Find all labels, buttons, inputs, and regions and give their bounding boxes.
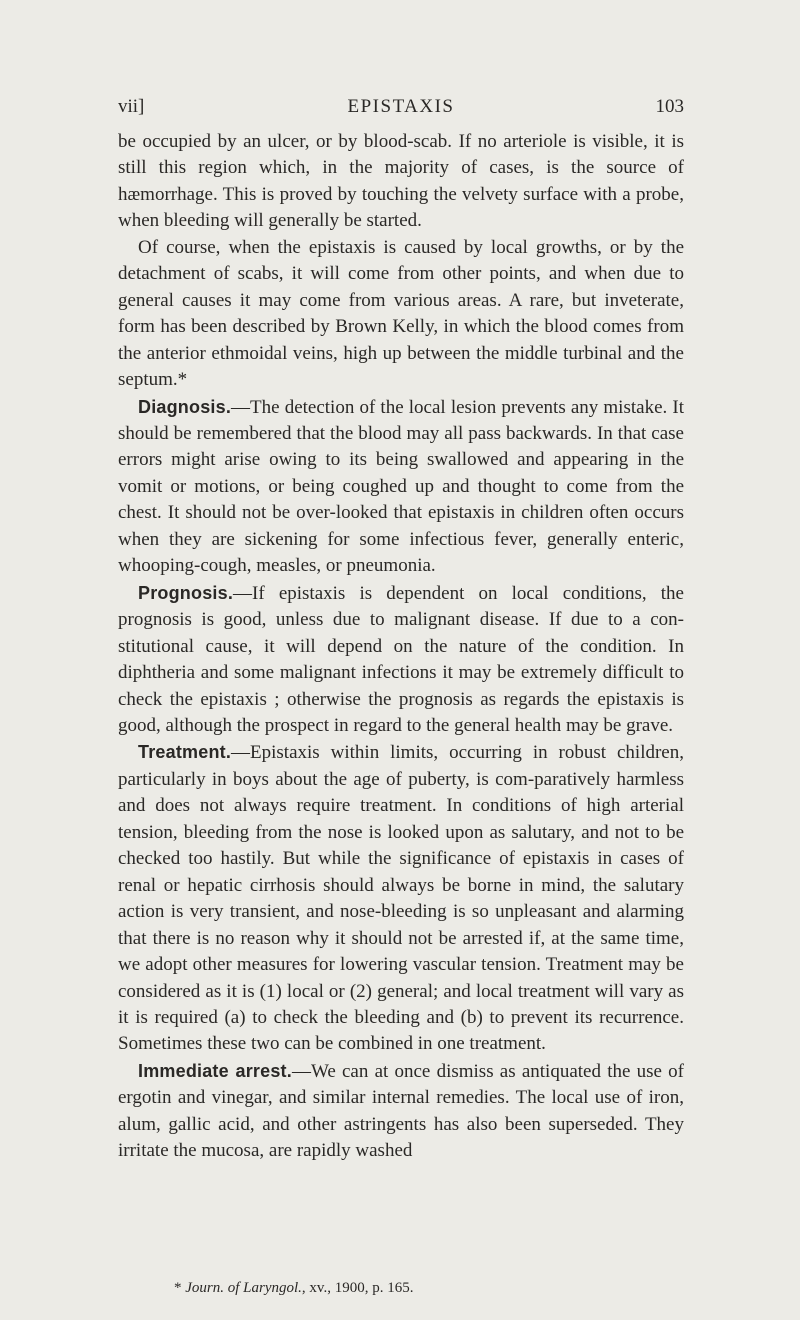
paragraph-text: —Epistaxis within limits, occurring in robust children, particularly in boys about the age of puberty, is com-paratively harmless and does not always require treatment. In conditions of high arterial tension, bleeding from the nose is looked upon as salutary, and not to be checked too hastily. But while the significance of epistaxis in cases of renal or hepatic cirrhosis should always be borne in mind, the salutary action is very transient, and nose-bleeding is so unpleasant and alarming that there is no reason why it should not be arrested if, at the same time, we adopt other measures for lowering vascular tension. Treatment may be considered as it is (1) local or (2) general; and local treatment will vary as it is required (a) to check the bleeding and (b) to prevent its recurrence. Sometimes these two can be combined in one treatment. <box>118 742 684 1055</box>
page-number: 103 <box>655 96 684 117</box>
chapter-marker: vii] <box>118 96 145 117</box>
body-text <box>118 129 684 1165</box>
paragraph-text: —The detection of the local lesion prevents any mistake. It should be remembered that the blood may all pass backwards. In that case errors might arise owing to its being swallowed and appearing in the vomit or motions, or being coughed up and thought to come from the chest. It should not be over-looked that epistaxis in children often occurs when they are sickening for some infectious fever, generally enteric, whooping-cough, measles, or pneumonia. <box>118 396 684 577</box>
paragraph-prognosis <box>118 580 684 740</box>
footnote <box>118 1278 684 1298</box>
footnote-journal: Journ. of Laryngol. <box>185 1280 302 1296</box>
footnote-marker: * <box>174 1280 186 1296</box>
paragraph-local-growths <box>118 235 684 394</box>
paragraph-immediate-arrest <box>118 1058 684 1165</box>
paragraph-text: —We can at once dismiss as antiquated the use of ergotin and vinegar, and similar internal remedies. The local use of iron, alum, gallic acid, and other astringents has also been superseded. They irritate the mucosa, are rapidly washed <box>118 1060 684 1162</box>
running-title: EPISTAXIS <box>347 96 455 117</box>
paragraph-diagnosis <box>118 394 684 580</box>
paragraph-treatment <box>118 739 684 1057</box>
section-heading-immediate-arrest: Immediate arrest. <box>138 1060 292 1081</box>
footnote-details: , xv., 1900, p. 165. <box>301 1280 414 1296</box>
section-heading-diagnosis: Diagnosis. <box>138 396 232 417</box>
section-heading-treatment: Treatment. <box>138 742 232 763</box>
section-heading-prognosis: Prognosis. <box>138 582 234 603</box>
paragraph-text: be occupied by an ulcer, or by blood-scab. If no arteriole is visible, it is still this region which, in the majority of cases, is the source of hæmorrhage. This is proved by touching the velvety surface with a probe, when bleeding will generally be started. <box>118 131 684 232</box>
paragraph-text: Of course, when the epistaxis is caused by local growths, or by the detachment of scabs, it will come from other points, and when due to general causes it may come from various areas. A rare, but inveterate, form has been described by Brown Kelly, in which the blood comes from the anterior ethmoidal veins, high up between the middle turbinal and the septum.* <box>118 236 684 391</box>
paragraph-continuation <box>118 129 684 235</box>
paragraph-text: —If epistaxis is dependent on local conditions, the prognosis is good, unless due to malignant disease. If due to a con-stitutional cause, it will depend on the nature of the condition. In diphtheria and some malignant infections it may be extremely difficult to check the epistaxis ; otherwise the prognosis as regards the epistaxis is good, although the prospect in regard to the general health may be grave. <box>118 582 684 736</box>
running-header <box>118 92 684 122</box>
